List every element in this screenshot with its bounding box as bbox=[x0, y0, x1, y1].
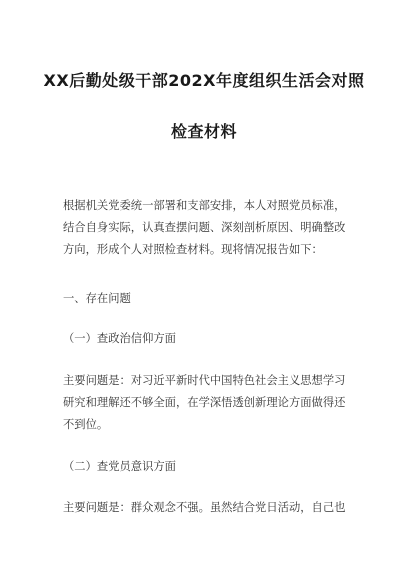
subsection-2-paragraph bbox=[63, 497, 353, 519]
subsection-1-paragraph bbox=[63, 370, 353, 436]
intro-paragraph bbox=[63, 195, 353, 261]
intro-line: 根据机关党委统一部署和支部安排，本人对照党员标准， bbox=[63, 199, 346, 212]
section-heading: 一、存在问题 bbox=[63, 292, 131, 305]
document-title-line-2: 检查材料 bbox=[170, 122, 237, 141]
intro-line: 方向，形成个人对照检查材料。现将情况报告如下： bbox=[63, 243, 323, 256]
subsection-heading: （二）查党员意识方面 bbox=[63, 460, 176, 473]
intro-line: 结合自身实际，认真查摆问题、深刻剖析原因、明确整改 bbox=[63, 221, 346, 234]
paragraph-line: 主要问题是：群众观念不强。虽然结合党日活动，自己也 bbox=[63, 501, 346, 514]
paragraph-line: 主要问题是：对习近平新时代中国特色社会主义思想学习 bbox=[63, 374, 346, 387]
paragraph-line: 不到位。 bbox=[63, 418, 109, 431]
paragraph-line: 研究和理解还不够全面，在学深悟透创新理论方面做得还 bbox=[63, 396, 346, 409]
document-title-line-1: XX后勤处级干部202X年度组织生活会对照 bbox=[43, 71, 365, 90]
subsection-heading: （一）查政治信仰方面 bbox=[63, 332, 176, 345]
